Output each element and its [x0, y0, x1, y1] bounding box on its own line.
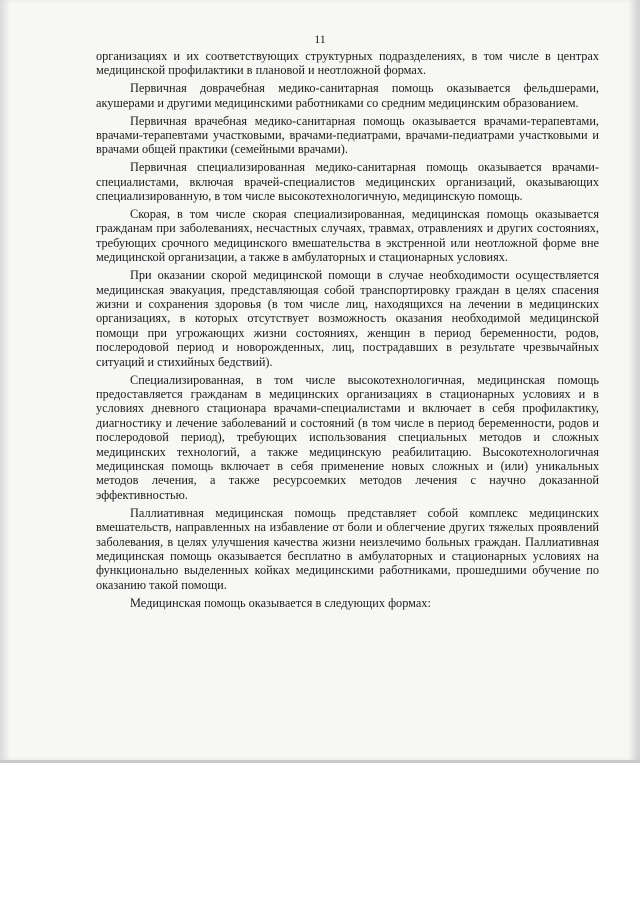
- page-number: 11: [314, 32, 326, 46]
- scan-left-edge-shadow: [0, 0, 10, 760]
- blank-background: [0, 763, 640, 905]
- paragraph-primary-prephysician-care: Первичная доврачебная медико-санитарная помощь оказывается фельдшерами, акушерами и другими медицинскими работниками со средним медицинским образованием.: [96, 81, 599, 110]
- paragraph-palliative-care: Паллиативная медицинская помощь представляет собой комплекс медицинских вмешательств, направленных на избавление от боли и облегчение других тяжелых проявлений заболевания, в целях улучшения качества жизни неизлечимо больных граждан. Паллиативная медицинская помощь оказывается бесплатно в амбулаторных и стационарных условиях на функционально выделенных койках медицинскими работниками, прошедшими обучение по оказанию такой помощи.: [96, 505, 599, 592]
- paragraph-emergency-care: Скорая, в том числе скорая специализированная, медицинская помощь оказывается гражданам при заболеваниях, несчастных случаях, травмах, отравлениях и других состояниях, требующих срочного медицинского вмешательства в экстренной или неотложной форме вне медицинской организации, а также в амбулаторных и стационарных условиях.: [96, 207, 599, 265]
- document-body: [96, 49, 599, 614]
- paragraph-specialized-high-tech-care: Специализированная, в том числе высокотехнологичная, медицинская помощь предоставляется гражданам в медицинских организациях в стационарных условиях и в условиях дневного стационара врачами-специалистами и включает в себя профилактику, диагностику и лечение заболеваний и состояний (в том числе в период беременности, родов и послеродовой период), требующих использования специальных методов и сложных медицинских технологий, а также медицинскую реабилитацию. Высокотехнологичная медицинская помощь включает в себя применение новых сложных и (или) уникальных методов лечения, а также ресурсоемких методов лечения с научно доказанной эффективностью.: [96, 372, 599, 502]
- paragraph-primary-specialized-care: Первичная специализированная медико-санитарная помощь оказывается врачами-специалистами, включая врачей-специалистов медицинских организаций, оказывающих специализированную, в том числе высокотехнологичную, медицинскую помощь.: [96, 160, 599, 204]
- paragraph-medical-evacuation: При оказании скорой медицинской помощи в случае необходимости осуществляется медицинская эвакуация, представляющая собой транспортировку граждан в целях спасения жизни и сохранения здоровья (в том числе лиц, находящихся на лечении в медицинских организациях, в которых отсутствует возможность оказания необходимой медицинской помощи при угрожающих жизни состояниях, женщин в период беременности, родов, послеродовой период и новорожденных, лиц, пострадавших в результате чрезвычайных ситуаций и стихийных бедствий).: [96, 268, 599, 369]
- scan-right-edge-shadow: [628, 0, 640, 760]
- paragraph-forms-of-care: Медицинская помощь оказывается в следующих формах:: [130, 595, 431, 610]
- paragraph-primary-physician-care: Первичная врачебная медико-санитарная помощь оказывается врачами-терапевтами, врачами-терапевтами участковыми, врачами-педиатрами, врачами-педиатрами участковыми и врачами общей практики (семейными врачами).: [96, 113, 599, 157]
- paragraph-continuation: организациях и их соответствующих структурных подразделениях, в том числе в центрах медицинской профилактики в плановой и неотложной формах.: [96, 49, 599, 78]
